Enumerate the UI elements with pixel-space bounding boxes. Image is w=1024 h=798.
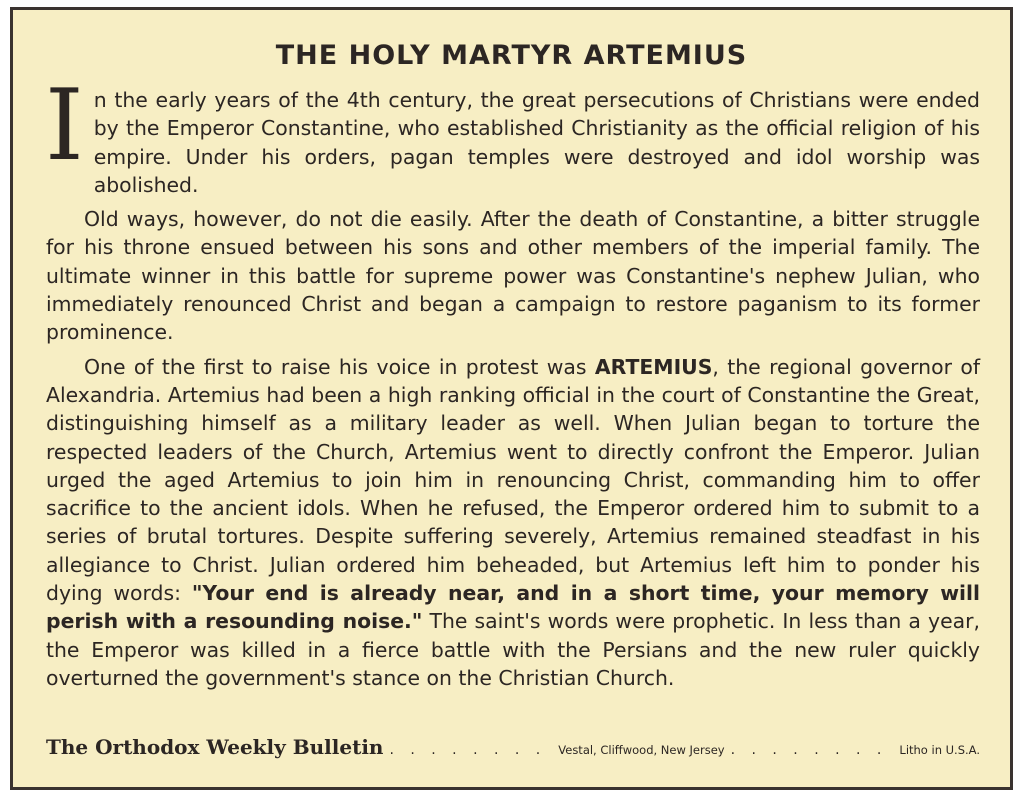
paragraph-3-end: The saint's words were prophetic. In less than a year, the Emperor was killed in a fierce battle with the Persians and the new ruler quickly overturned the government's stance on the Christian Church. (46, 609, 980, 690)
drop-cap: I (45, 69, 84, 183)
footer (46, 735, 980, 759)
dot-leader (725, 742, 900, 758)
paragraph-1 (45, 69, 980, 199)
publisher-location: Vestal, Cliffwood, New Jersey (558, 743, 725, 757)
dying-words-quote: "Your end is already near, and in a short time, your memory will perish with a resounding noise." (46, 581, 980, 634)
paragraph-3 (46, 353, 980, 693)
paragraph-3-main: , the regional governor of Alexandria. Artemius had been a high ranking official in the court of Constantine the Great, distinguishing himself as a military leader as well. When Julian began to torture the respected leaders of the Church, Artemius went to directly confront the Emperor. Julian urged the aged Artemius to join him in renouncing Christ, commanding him to offer sacrifice to the ancient idols. When he refused, the Emperor ordered him to submit to a series of brutal tortures. Despite suffering severely, Artemius remained steadfast in his allegiance to Christ. Julian ordered him beheaded, but Artemius left him to ponder his dying words: (46, 354, 980, 606)
paragraph-2: Old ways, however, do not die easily. After the death of Constantine, a bitter struggle for his throne ensued between his sons and other members of the imperial family. The ultimate winner in this battle for supreme power was Constantine's nephew Julian, who immediately renounced Christ and began a campaign to restore paganism to its former prominence. (46, 207, 980, 345)
dot-leader (383, 742, 558, 758)
paragraph-1-text: n the early years of the 4th century, the great persecutions of Christians were ended by the Emperor Constantine, who established Christianity as the official religion of his empire. Under his orders, pagan temples were destroyed and idol worship was abolished. (93, 88, 980, 197)
bulletin-page (10, 7, 1013, 790)
bulletin-masthead: The Orthodox Weekly Bulletin (46, 735, 384, 759)
article-body (45, 69, 980, 698)
article-title: THE HOLY MARTYR ARTEMIUS (275, 40, 748, 71)
paragraph-3-intro: One of the first to raise his voice in protest was (84, 354, 595, 379)
print-note: Litho in U.S.A. (899, 743, 980, 757)
saint-name: ARTEMIUS (594, 354, 713, 379)
